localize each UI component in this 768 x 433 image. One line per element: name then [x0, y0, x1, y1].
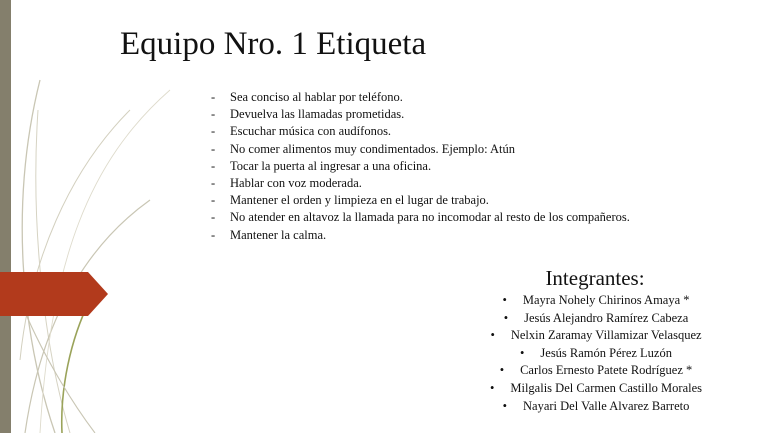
members-list [468, 292, 724, 415]
list-item [211, 175, 631, 192]
arrow-shape [0, 272, 108, 316]
list-item [468, 345, 724, 363]
bullet-dot: • [502, 398, 507, 413]
rule-text: Mantener la calma. [230, 227, 327, 242]
member-name: Mayra Nohely Chirinos Amaya * [522, 293, 690, 307]
list-item [211, 192, 631, 209]
rule-text: No atender en altavoz la llamada para no incomodar al resto de los compañeros. [230, 210, 630, 225]
member-name: Milgalis Del Carmen Castillo Morales [510, 380, 703, 395]
list-item [468, 292, 724, 310]
member-name: Nayari Del Valle Alvarez Barreto [523, 398, 690, 413]
bullet-dot: • [499, 363, 505, 378]
members-heading: Integrantes: [545, 266, 645, 290]
bullet-dash: - [211, 193, 216, 208]
list-item [468, 327, 724, 345]
bullet-dot: • [502, 293, 507, 307]
list-item [468, 310, 724, 328]
list-item [211, 227, 631, 244]
bullet-dash: - [211, 141, 216, 156]
rules-list [211, 89, 631, 244]
member-name: Jesús Alejandro Ramírez Cabeza [524, 310, 689, 325]
member-name: Jesús Ramón Pérez Luzón [540, 345, 672, 360]
list-item [211, 141, 631, 158]
bullet-dash: - [211, 176, 216, 191]
bullet-dash: - [211, 90, 216, 104]
bullet-dot: • [490, 328, 495, 343]
list-item [468, 380, 724, 398]
bullet-dot: • [503, 310, 509, 325]
member-name: Carlos Ernesto Patete Rodríguez * [520, 363, 693, 378]
list-item [211, 123, 631, 140]
bullet-dash: - [211, 227, 216, 242]
bullet-dash: - [211, 210, 216, 225]
list-item [211, 89, 631, 106]
list-item [468, 362, 724, 380]
list-item [211, 106, 631, 123]
rule-text: Tocar la puerta al ingresar a una oficina. [230, 158, 432, 173]
member-name: Nelxin Zaramay Villamizar Velasquez [510, 328, 702, 343]
list-item [211, 209, 631, 226]
bullet-dash: - [211, 107, 216, 122]
rule-text: No comer alimentos muy condimentados. Ejemplo: Atún [230, 141, 516, 156]
rule-text: Mantener el orden y limpieza en el lugar de trabajo. [230, 193, 489, 208]
slide-title: Equipo Nro. 1 Etiqueta [120, 26, 427, 62]
list-item [211, 158, 631, 175]
bullet-dash: - [211, 158, 216, 173]
rule-text: Devuelva las llamadas prometidas. [230, 107, 405, 122]
rule-text: Hablar con voz moderada. [230, 176, 362, 191]
rule-text: Sea conciso al hablar por teléfono. [230, 90, 403, 104]
bullet-dot: • [489, 380, 495, 395]
rule-text: Escuchar música con audífonos. [230, 124, 392, 139]
bullet-dot: • [520, 345, 525, 360]
bullet-dash: - [211, 124, 216, 139]
list-item [468, 398, 724, 416]
